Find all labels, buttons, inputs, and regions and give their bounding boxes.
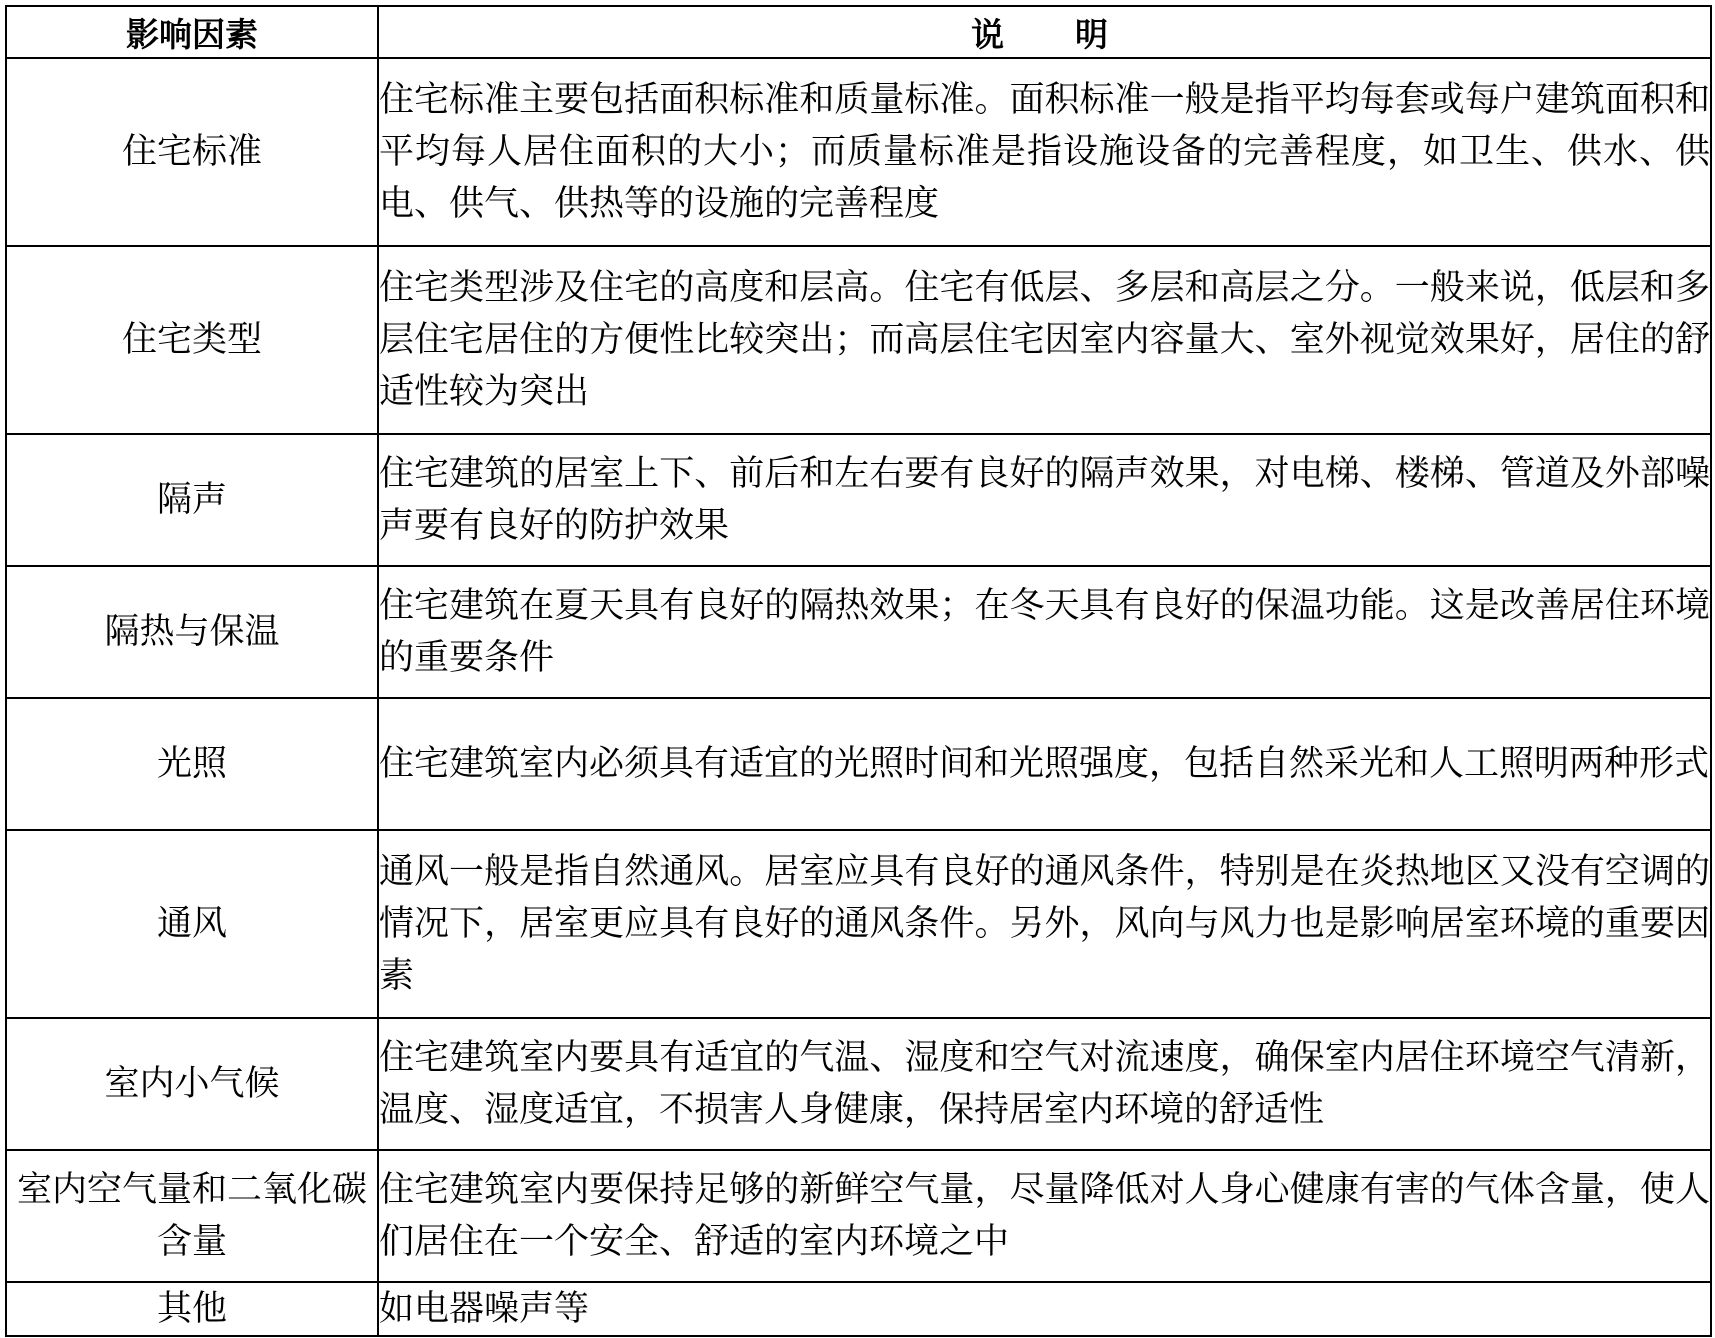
- factor-cell: 住宅标准: [6, 58, 378, 246]
- description-cell: 住宅类型涉及住宅的高度和层高。住宅有低层、多层和高层之分。一般来说，低层和多层住宅居住的方便性比较突出；而高层住宅因室内容量大、室外视觉效果好，居住的舒适性较为突出: [378, 246, 1711, 434]
- factor-cell: 通风: [6, 830, 378, 1018]
- description-cell: 通风一般是指自然通风。居室应具有良好的通风条件，特别是在炎热地区又没有空调的情况下，居室更应具有良好的通风条件。另外，风向与风力也是影响居室环境的重要因素: [378, 830, 1711, 1018]
- factor-cell: 住宅类型: [6, 246, 378, 434]
- header-factor: 影响因素: [6, 6, 378, 58]
- factor-cell: 隔声: [6, 434, 378, 566]
- description-cell: 住宅建筑室内要保持足够的新鲜空气量，尽量降低对人身心健康有害的气体含量，使人们居住在一个安全、舒适的室内环境之中: [378, 1150, 1711, 1282]
- table-row: [6, 830, 1711, 1018]
- description-cell: 住宅建筑室内必须具有适宜的光照时间和光照强度，包括自然采光和人工照明两种形式: [378, 698, 1711, 830]
- table-row: [6, 698, 1711, 830]
- description-cell: 住宅建筑的居室上下、前后和左右要有良好的隔声效果，对电梯、楼梯、管道及外部噪声要有良好的防护效果: [378, 434, 1711, 566]
- table-row: [6, 58, 1711, 246]
- factor-cell: 光照: [6, 698, 378, 830]
- description-cell: 住宅建筑在夏天具有良好的隔热效果；在冬天具有良好的保温功能。这是改善居住环境的重要条件: [378, 566, 1711, 698]
- table-row: [6, 1150, 1711, 1282]
- table-row: [6, 1018, 1711, 1150]
- table-row: [6, 566, 1711, 698]
- table-row: [6, 434, 1711, 566]
- table-row: [6, 246, 1711, 434]
- header-description: 说 明: [378, 6, 1711, 58]
- description-cell: 如电器噪声等: [378, 1282, 1711, 1336]
- header-row: [6, 6, 1711, 58]
- factor-cell: 其他: [6, 1282, 378, 1336]
- factors-table: [5, 5, 1712, 1337]
- description-cell: 住宅建筑室内要具有适宜的气温、湿度和空气对流速度，确保室内居住环境空气清新，温度、湿度适宜，不损害人身健康，保持居室内环境的舒适性: [378, 1018, 1711, 1150]
- factor-cell: 隔热与保温: [6, 566, 378, 698]
- factor-cell: 室内空气量和二氧化碳含量: [6, 1150, 378, 1282]
- description-cell: 住宅标准主要包括面积标准和质量标准。面积标准一般是指平均每套或每户建筑面积和平均每人居住面积的大小；而质量标准是指设施设备的完善程度，如卫生、供水、供电、供气、供热等的设施的完善程度: [378, 58, 1711, 246]
- table-row: [6, 1282, 1711, 1336]
- factor-cell: 室内小气候: [6, 1018, 378, 1150]
